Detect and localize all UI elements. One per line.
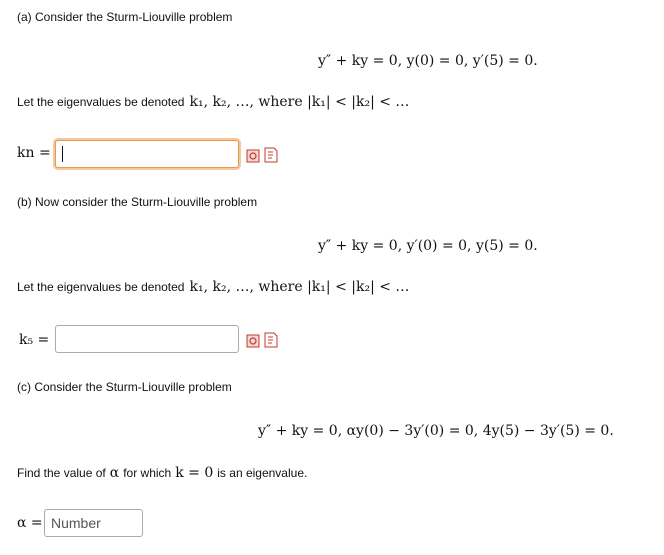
part-a-eigen-math: k₁, k₂, …, where |k₁| < |k₂| < … [189,94,410,110]
part-c-find-end: is an eigenvalue. [217,466,308,480]
formula-help-icon[interactable] [264,332,278,348]
preview-icon[interactable] [246,334,260,348]
part-c-k-zero: k = 0 [175,465,214,481]
part-b-eigen-line [17,279,409,295]
k5-answer-input[interactable] [55,325,239,353]
part-c-find-mid: for which [123,466,172,480]
part-b-equation: y″ + ky = 0, y′(0) = 0, y(5) = 0. [318,238,538,254]
part-a-answer-label: kn = [17,145,51,161]
part-a-eigen-line [17,94,409,110]
part-b-heading: (b) Now consider the Sturm-Liouville problem [17,195,258,209]
part-a-heading: (a) Consider the Sturm-Liouville problem [17,10,233,24]
part-c-equation: y″ + ky = 0, αy(0) − 3y′(0) = 0, 4y(5) − 3y′(5) = 0. [258,423,614,439]
preview-icon[interactable] [246,149,260,163]
part-c-find-line [17,465,307,481]
part-b-eigen-math: k₁, k₂, …, where |k₁| < |k₂| < … [189,279,410,295]
kn-answer-input[interactable] [55,140,239,168]
part-b-answer-label: k₅ = [19,332,50,348]
alpha-answer-placeholder: Number [51,515,101,531]
part-b-eigen-text: Let the eigenvalues be denoted [17,280,185,294]
part-a-eigen-text: Let the eigenvalues be denoted [17,95,185,109]
part-c-answer-label: α = [17,515,43,531]
formula-help-icon[interactable] [264,147,278,163]
part-c-alpha: α [109,465,120,481]
part-c-heading: (c) Consider the Sturm-Liouville problem [17,380,232,394]
part-c-find-text: Find the value of [17,466,106,480]
text-caret [62,146,63,162]
part-a-equation: y″ + ky = 0, y(0) = 0, y′(5) = 0. [318,53,538,69]
alpha-answer-input[interactable] [44,509,143,537]
